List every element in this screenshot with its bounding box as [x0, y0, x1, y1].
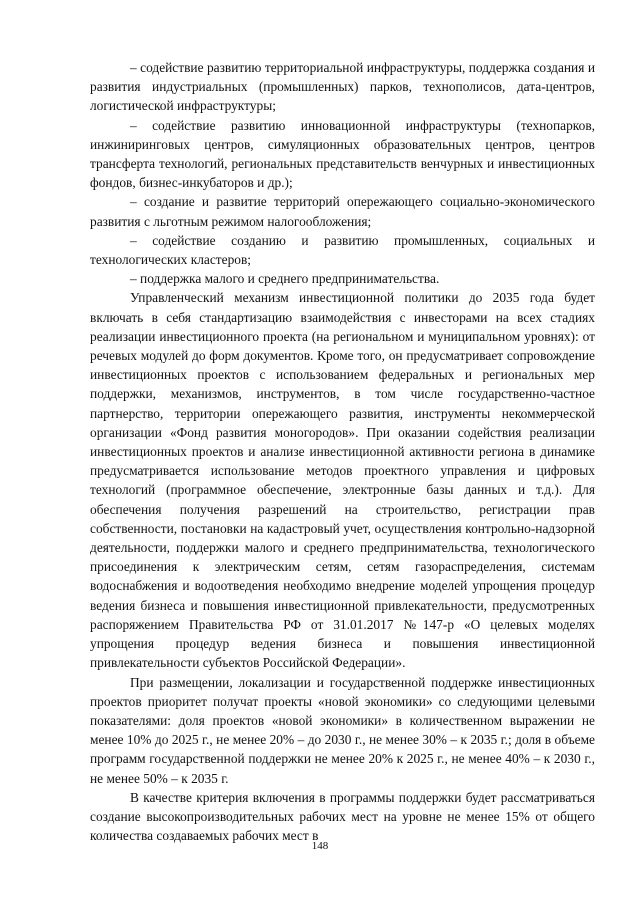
page-number: 148 — [311, 840, 329, 852]
paragraph-territories: – создание и развитие территорий опережающего социально-экономического развития с льготным режимом налогообложения; — [90, 194, 595, 229]
paragraph-criteria: В качестве критерия включения в программы поддержки будет рассматриваться создание высокопроизводительных рабочих мест на уровне не менее 15% от общего количества создаваемых рабочих мест в — [90, 789, 595, 844]
paragraph-management-mechanism: Управленческий механизм инвестиционной политики до 2035 года будет включать в себя стандартизацию взаимодействия с инвесторами на всех стадиях реализации инвестиционного проекта (на региональном и муниципальном уровнях): от речевых модулей до форм документов. Кроме того, он предусматривает сопровождение инвестиционных проектов с использованием федеральных и региональных мер поддержки, механизмов, инструментов, в том числе государственно-частное партнерство, территории опережающего развития, инструменты некоммерческой организации «Фонд развития моногородов». При оказании содействия реализации инвестиционных проектов и анализе инвестиционной активности региона в динамике предусматривается использование методов проектного управления и цифровых технологий (программное обеспечение, электронные базы данных и т.д.). Для обеспечения получения разрешений на строительство, регистрации прав собственности, постановки на кадастровый учет, осуществления контрольно-надзорной деятельности, поддержки малого и среднего предпринимательства, технологического присоединения к электрическим сетям, сетям газораспределения, системам водоснабжения и водоотведения необходимо внедрение моделей упрощения процедур ведения бизнеса и повышения инвестиционной привлекательности, предусмотренных распоряжением Правительства РФ от 31.01.2017 №147-р «О целевых моделях упрощения процедур ведения бизнеса и повышения инвестиционной привлекательности субъектов Российской Федерации». — [90, 290, 595, 671]
paragraph-new-economy: При размещении, локализации и государственной поддержке инвестиционных проектов приоритет получат проекты «новой экономики» со следующими целевыми показателями: доля проектов «новой экономики» в количественном выражении не менее 10% до 2025 г., не менее 20% – до 2030 г., не менее 30% – к 2035 г.; доля в объеме программ государственной поддержки не менее 20% к 2025 г., не менее 40% – к 2030 г., не менее 50% – к 2035 г. — [90, 674, 595, 786]
paragraph-small-business: – поддержка малого и среднего предпринимательства. — [130, 271, 440, 287]
paragraph-infrastructure: – содействие развитию территориальной инфраструктуры, поддержка создания и развития индустриальных (промышленных) парков, технополисов, дата-центров, логистической инфраструктуры; — [90, 60, 595, 114]
page-body — [90, 58, 595, 845]
paragraph-clusters: – содействие созданию и развитию промышленных, социальных и технологических кластеров; — [90, 232, 595, 268]
paragraph-innovation: – содействие развитию инновационной инфраструктуры (технопарков, инжиниринговых центров, симуляционных образовательных центров, центров трансферта технологий, региональных представительств венчурных и инвестиционных фондов, бизнес-инкубаторов и др.); — [90, 117, 595, 191]
